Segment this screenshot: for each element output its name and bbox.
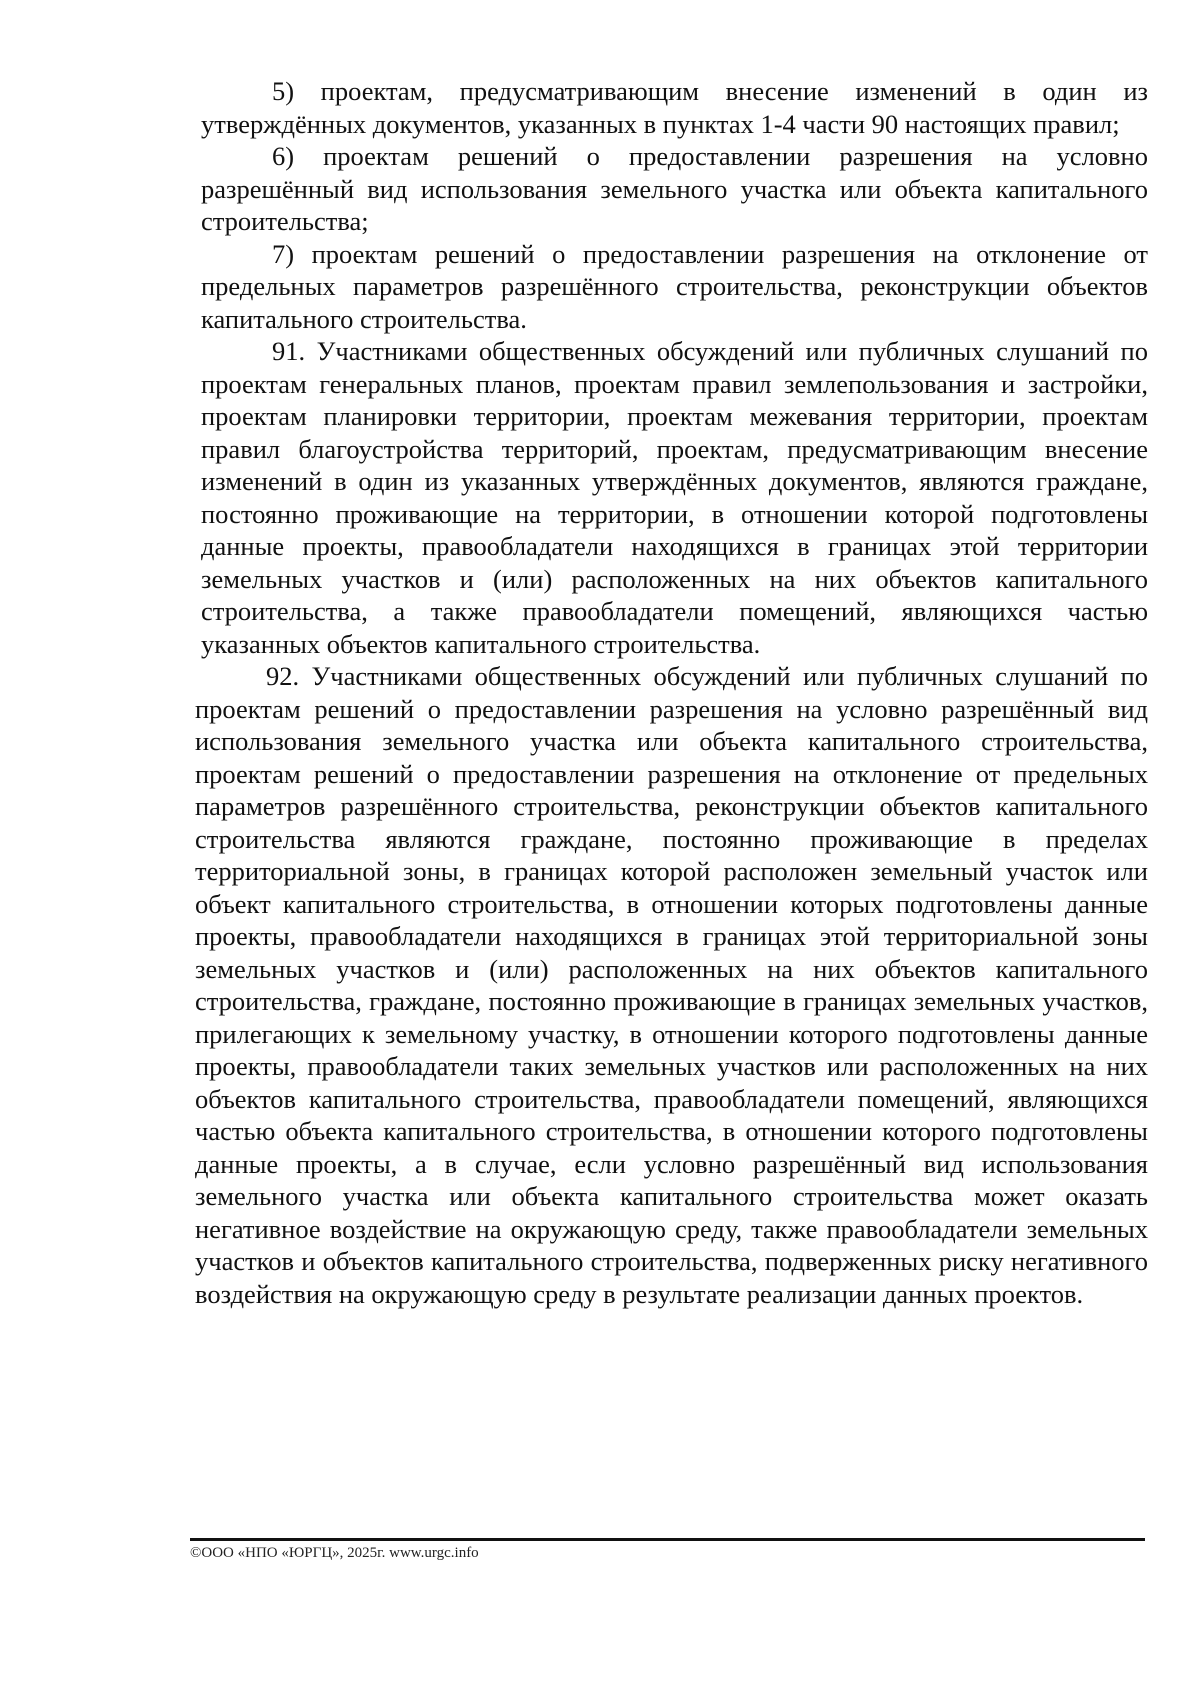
paragraph-item-5: 5) проектам, предусматривающим внесение изменений в один из утверждённых документов, указанных в пунктах 1-4 части 90 настоящих правил; — [201, 76, 1148, 139]
paragraph-91: 91. Участниками общественных обсуждений или публичных слушаний по проектам генеральных планов, проектам правил землепользования и застройки, проектам планировки территории, проектам межевания территории, проектам правил благоустройства территорий, проектам, предусматривающим внесение изменений в один из указанных утверждённых документов, являются граждане, постоянно проживающие на территории, в отношении которой подготовлены данные проекты, правообладатели находящихся в границах этой территории земельных участков и (или) расположенных на них объектов капитального строительства, а также правообладатели помещений, являющихся частью указанных объектов капитального строительства. — [201, 336, 1148, 659]
paragraph-item-7: 7) проектам решений о предоставлении разрешения на отклонение от предельных параметров разрешённого строительства, реконструкции объектов капитального строительства. — [201, 238, 1148, 334]
document-body — [195, 75, 1148, 1310]
footer-copyright: ©ООО «НПО «ЮРГЦ», 2025г. www.urgc.info — [190, 1545, 479, 1561]
footer-divider — [190, 1538, 1145, 1541]
paragraph-92: 92. Участниками общественных обсуждений или публичных слушаний по проектам решений о предоставлении разрешения на условно разрешённый вид использования земельного участка или объекта капитального строительства, проектам решений о предоставлении разрешения на отклонение от предельных параметров разрешённого строительства, реконструкции объектов капитального строительства являются граждане, постоянно проживающие в пределах территориальной зоны, в границах которой расположен земельный участок или объект капитального строительства, в отношении которых подготовлены данные проекты, правообладатели находящихся в границах этой территориальной зоны земельных участков и (или) расположенных на них объектов капитального строительства, граждане, постоянно проживающие в границах земельных участков, прилегающих к земельному участку, в отношении которого подготовлены данные проекты, правообладатели таких земельных участков или расположенных на них объектов капитального строительства, правообладатели помещений, являющихся частью объекта капитального строительства, в отношении которого подготовлены данные проекты, а в случае, если условно разрешённый вид использования земельного участка или объекта капитального строительства может оказать негативное воздействие на окружающую среду, также правообладатели земельных участков и объектов капитального строительства, подверженных риску негативного воздействия на окружающую среду в результате реализации данных проектов. — [195, 661, 1148, 1309]
paragraph-item-6: 6) проектам решений о предоставлении разрешения на условно разрешённый вид использования земельного участка или объекта капитального строительства; — [201, 141, 1148, 236]
